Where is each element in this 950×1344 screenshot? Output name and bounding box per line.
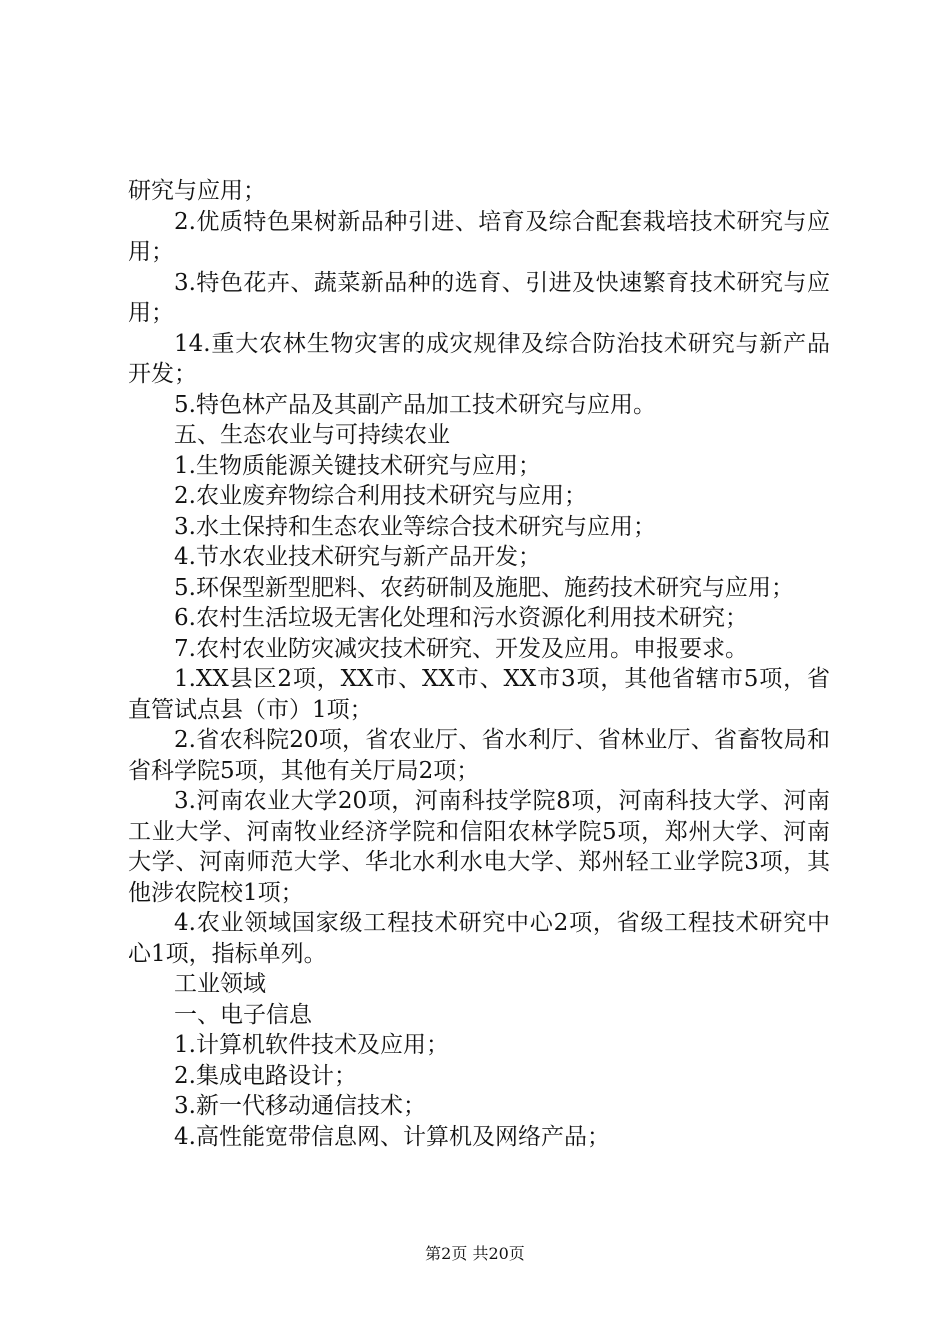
paragraph: 2.优质特色果树新品种引进、培育及综合配套栽培技术研究与应用；	[128, 208, 830, 265]
paragraph: 3.河南农业大学20项，河南科技学院8项，河南科技大学、河南工业大学、河南牧业经济学院和信阳农林学院5项，郑州大学、河南大学、河南师范大学、华北水利水电大学、郑州轻工业学院3项，其他涉农院校1项；	[128, 788, 830, 906]
paragraph: 一、电子信息	[174, 1001, 312, 1028]
paragraph: 3.水土保持和生态农业等综合技术研究与应用；	[174, 513, 656, 540]
paragraph: 4.高性能宽带信息网、计算机及网络产品；	[174, 1123, 610, 1150]
paragraph: 4.农业领域国家级工程技术研究中心2项，省级工程技术研究中心1项，指标单列。	[128, 910, 830, 967]
paragraph: 2.农业废弃物综合利用技术研究与应用；	[174, 483, 587, 509]
paragraph: 研究与应用；	[128, 178, 266, 204]
paragraph: 14.重大农林生物灾害的成灾规律及综合防治技术研究与新产品开发；	[128, 330, 830, 387]
document-body	[128, 176, 830, 1152]
paragraph: 3.特色花卉、蔬菜新品种的选育、引进及快速繁育技术研究与应用；	[128, 269, 830, 326]
paragraph: 4.节水农业技术研究与新产品开发；	[174, 544, 541, 570]
paragraph: 5.特色林产品及其副产品加工技术研究与应用。	[174, 391, 656, 418]
paragraph: 1.XX县区2项，XX市、XX市、XX市3项，其他省辖市5项，省直管试点县（市）1项；	[128, 666, 830, 723]
page-footer: 第2页 共20页	[425, 1244, 525, 1263]
paragraph: 7.农村农业防灾减灾技术研究、开发及应用。申报要求。	[174, 635, 748, 662]
paragraph: 1.计算机软件技术及应用；	[174, 1032, 449, 1058]
paragraph: 五、生态农业与可持续农业	[174, 422, 450, 448]
paragraph: 3.新一代移动通信技术；	[174, 1093, 426, 1119]
paragraph: 2.省农科院20项，省农业厅、省水利厅、省林业厅、省畜牧局和省科学院5项，其他有关厅局2项；	[128, 727, 830, 784]
paragraph: 工业领域	[174, 971, 266, 997]
paragraph: 2.集成电路设计；	[174, 1062, 357, 1089]
paragraph: 5.环保型新型肥料、农药研制及施肥、施药技术研究与应用；	[174, 574, 794, 601]
paragraph: 1.生物质能源关键技术研究与应用；	[174, 452, 541, 479]
paragraph: 6.农村生活垃圾无害化处理和污水资源化利用技术研究；	[174, 605, 748, 631]
